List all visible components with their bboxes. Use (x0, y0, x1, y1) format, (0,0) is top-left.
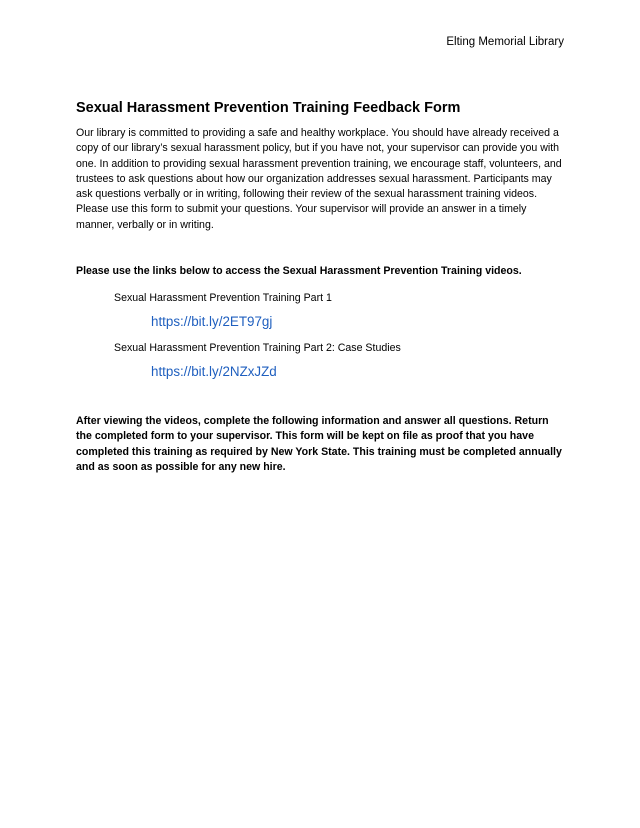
intro-paragraph: Our library is committed to providing a safe and healthy workplace. You should have already received a copy of our library’s sexual harassment policy, but if you have not, your supervisor can provide you with one. In addition to providing sexual harassment prevention training, we encourage staff, volunteers, and trustees to ask questions about how our organization addresses sexual harassment. Participants may ask questions verbally or in writing, following their review of the sexual harassment training videos. Please use this form to submit your questions. Your supervisor will provide an answer in a timely manner, verbally or in writing. (76, 127, 562, 231)
video-link-wrap-2 (76, 356, 566, 381)
links-heading: Please use the links below to access the Sexual Harassment Prevention Training videos. (76, 265, 522, 278)
instructions-paragraph: After viewing the videos, complete the following information and answer all questions. Return the completed form to your supervisor. This form will be kept on file as proof that you have completed this training as required by New York State. This training must be completed annually and as soon as possible for any new hire. (76, 415, 562, 473)
video-link-part-2[interactable]: https://bit.ly/2NZxJZd (151, 364, 277, 380)
form-title: Sexual Harassment Prevention Training Feedback Form (76, 100, 461, 116)
organization-name: Elting Memorial Library (446, 36, 564, 48)
video-link-part-1[interactable]: https://bit.ly/2ET97gj (151, 314, 273, 330)
video-link-wrap-1 (76, 306, 566, 331)
form-content (76, 100, 566, 475)
video-label-part-1: Sexual Harassment Prevention Training Part 1 (114, 292, 332, 305)
video-label-part-2: Sexual Harassment Prevention Training Part 2: Case Studies (114, 342, 401, 355)
